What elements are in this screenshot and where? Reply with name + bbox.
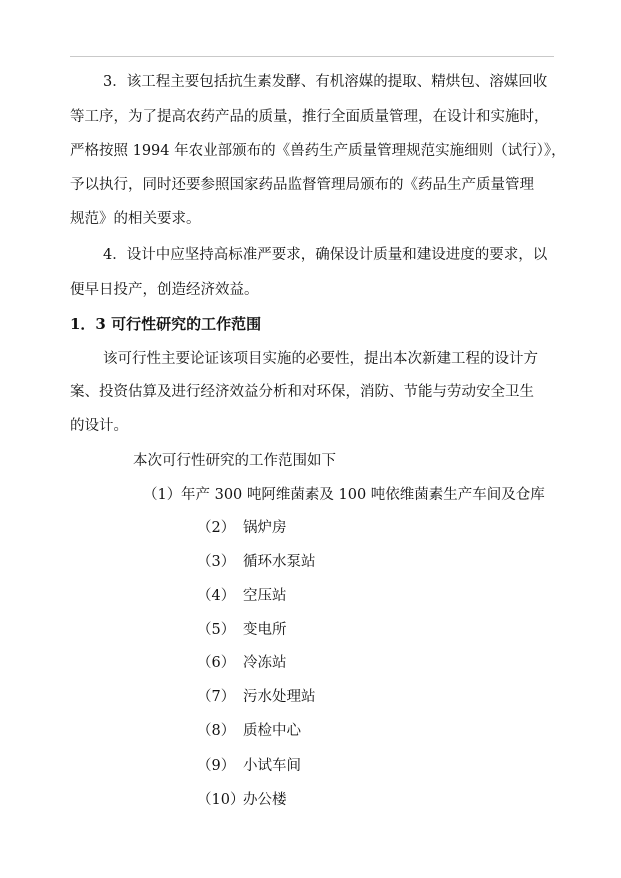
paragraph-line: 该可行性主要论证该项目实施的必要性，提出本次新建工程的设计方 xyxy=(103,351,538,367)
list-item-text: 质检中心 xyxy=(243,723,301,739)
list-item-number: （2） xyxy=(197,520,236,536)
paragraph-line: 的设计。 xyxy=(70,418,128,434)
paragraph-line: 4．设计中应坚持高标准严要求，确保设计质量和建设进度的要求，以 xyxy=(103,247,548,263)
list-item-number: （4） xyxy=(197,588,236,604)
list-item-text: 办公楼 xyxy=(243,792,287,808)
list-item-number: （5） xyxy=(197,622,236,638)
paragraph-line: 严格按照 1994 年农业部颁布的《兽药生产质量管理规范实施细则（试行）》， xyxy=(70,143,566,159)
list-item xyxy=(197,687,316,707)
list-item xyxy=(143,485,545,505)
list-item-number: （9） xyxy=(197,758,236,774)
list-item-number: （6） xyxy=(197,655,236,671)
list-item xyxy=(197,552,316,572)
paragraph-line: 等工序，为了提高农药产品的质量，推行全面质量管理，在设计和实施时， xyxy=(70,109,549,125)
list-item-number: （3） xyxy=(197,554,236,570)
list-item xyxy=(197,653,287,673)
list-item-text: 空压站 xyxy=(243,588,287,604)
list-item-text: 锅炉房 xyxy=(243,520,287,536)
paragraph-line: 3．该工程主要包括抗生素发酵、有机溶媒的提取、精烘包、溶媒回收 xyxy=(103,74,548,90)
list-item-text: 变电所 xyxy=(243,622,287,638)
list-item xyxy=(197,790,287,810)
list-item xyxy=(197,756,301,776)
list-item xyxy=(197,721,301,741)
list-item-number: （1） xyxy=(143,487,182,503)
list-item-text: 污水处理站 xyxy=(243,689,316,705)
list-item-text: 小试车间 xyxy=(243,758,301,774)
paragraph-line: 予以执行，同时还要参照国家药品监督管理局颁布的《药品生产质量管理 xyxy=(70,177,534,193)
header-rule xyxy=(70,56,554,57)
paragraph-line: 案、投资估算及进行经济效益分析和对环保，消防、节能与劳动安全卫生 xyxy=(70,384,534,400)
section-heading: 1．3 可行性研究的工作范围 xyxy=(70,315,262,333)
list-item xyxy=(197,586,287,606)
paragraph-line: 规范》的相关要求。 xyxy=(70,211,201,227)
paragraph-line: 便早日投产，创造经济效益。 xyxy=(70,282,259,298)
list-item-text: 循环水泵站 xyxy=(243,554,316,570)
list-item-number: （7） xyxy=(197,689,236,705)
list-item-number: （10） xyxy=(197,792,245,808)
list-item-number: （8） xyxy=(197,723,236,739)
list-item-text: 冷冻站 xyxy=(243,655,287,671)
list-item-text: 年产 300 吨阿维菌素及 100 吨依维菌素生产车间及仓库 xyxy=(181,487,545,503)
list-item xyxy=(197,518,287,538)
scope-title: 本次可行性研究的工作范围如下 xyxy=(133,453,336,469)
list-item xyxy=(197,620,287,640)
